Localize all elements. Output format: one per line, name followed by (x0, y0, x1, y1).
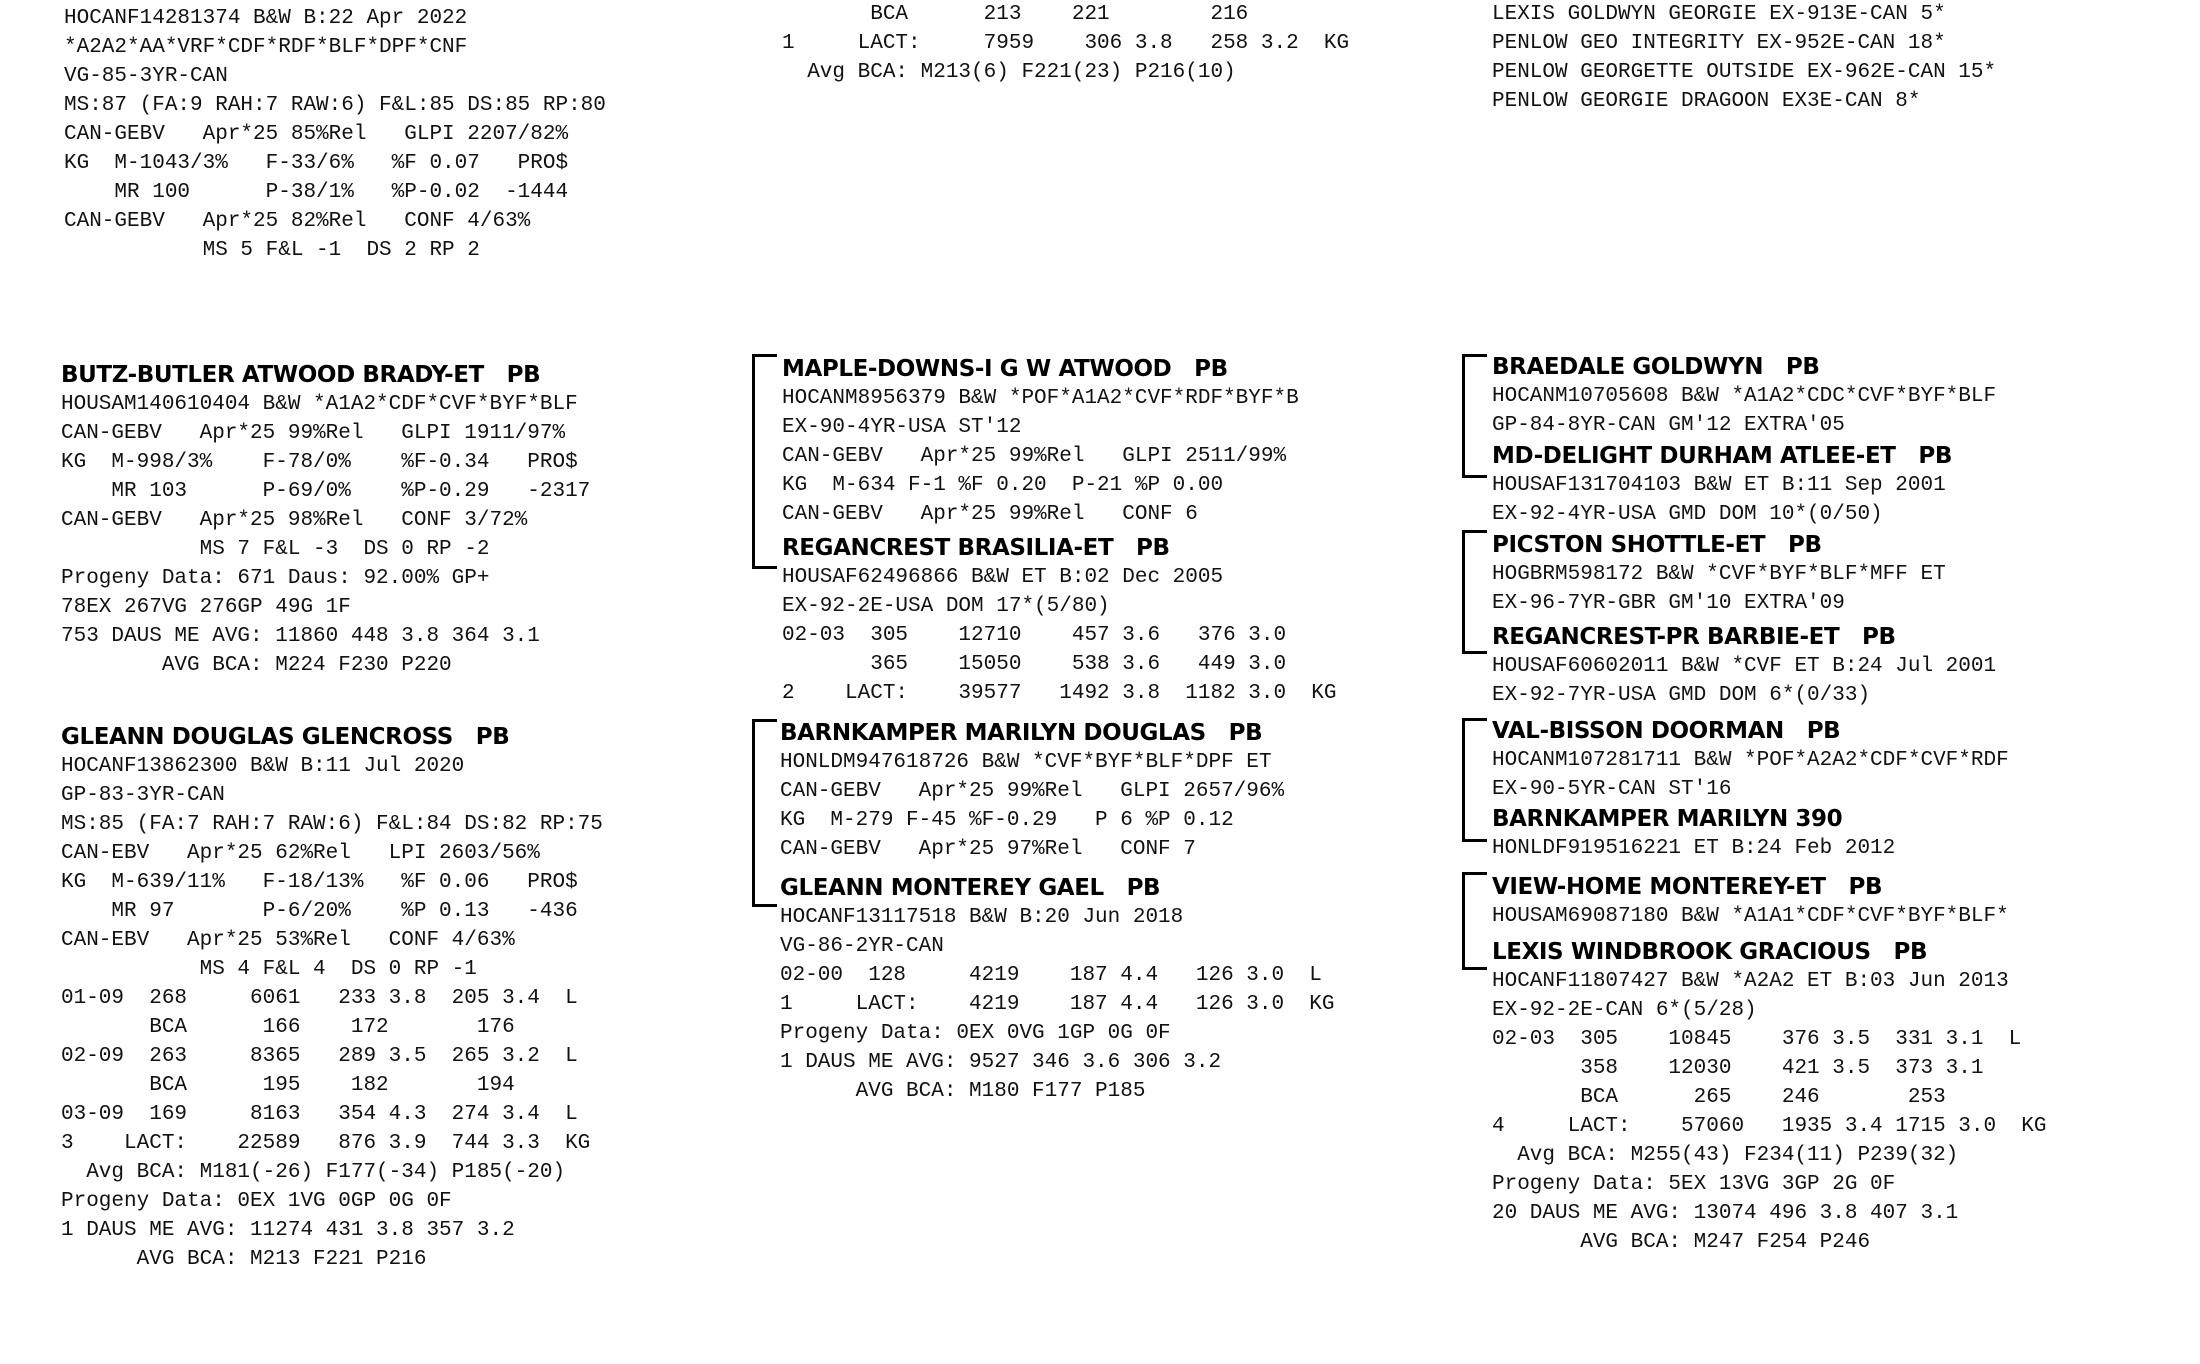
sds-block (1492, 530, 1946, 618)
animal-name: GLEANN DOUGLAS GLENCROSS PB (61, 724, 510, 750)
animal-name: REGANCREST-PR BARBIE-ET PB (1492, 624, 1896, 650)
ddd-block (1492, 937, 2047, 1257)
dss-block (1492, 716, 2009, 804)
text-line: HOUSAF131704103 B&W ET B:11 Sep 2001 (1492, 474, 1946, 497)
text-line: 03-09 169 8163 354 4.3 274 3.4 L (61, 1103, 578, 1126)
bracket-ds-parents (1462, 718, 1487, 842)
text-line: CAN-GEBV Apr*25 99%Rel GLPI 2657/96% (780, 780, 1285, 803)
bracket-ss-parents (1462, 354, 1487, 478)
text-line: CAN-GEBV Apr*25 85%Rel GLPI 2207/82% (64, 123, 569, 146)
sss-block (1492, 352, 1996, 440)
text-line: KG M-634 F-1 %F 0.20 P-21 %P 0.00 (782, 474, 1224, 497)
ds-block (780, 718, 1284, 864)
text-line: 02-00 128 4219 187 4.4 126 3.0 L (780, 964, 1322, 987)
text-line: PENLOW GEORGIE DRAGOON EX3E-CAN 8* (1492, 90, 1921, 113)
text-line: HOCANF14281374 B&W B:22 Apr 2022 (64, 7, 468, 30)
text-line: Avg BCA: M255(43) F234(11) P239(32) (1492, 1144, 1959, 1167)
ssd-block (1492, 441, 1952, 529)
text-line: KG M-1043/3% F-33/6% %F 0.07 PRO$ (64, 152, 569, 175)
text-line: 02-09 263 8365 289 3.5 265 3.2 L (61, 1045, 578, 1068)
animal-name: REGANCREST BRASILIA-ET PB (782, 535, 1170, 561)
text-line: HOCANM8956379 B&W *POF*A1A2*CVF*RDF*BYF*B (782, 387, 1299, 410)
text-line: Progeny Data: 0EX 0VG 1GP 0G 0F (780, 1022, 1171, 1045)
text-line: MR 97 P-6/20% %P 0.13 -436 (61, 900, 578, 923)
text-line: HOUSAF60602011 B&W *CVF ET B:24 Jul 2001 (1492, 655, 1997, 678)
text-line: CAN-GEBV Apr*25 99%Rel CONF 6 (782, 503, 1198, 526)
text-line: LEXIS GOLDWYN GEORGIE EX-913E-CAN 5* (1492, 3, 1946, 26)
text-line: 02-03 305 10845 376 3.5 331 3.1 L (1492, 1028, 2022, 1051)
text-line: Progeny Data: 0EX 1VG 0GP 0G 0F (61, 1190, 452, 1213)
animal-name: VIEW-HOME MONTEREY-ET PB (1492, 874, 1883, 900)
text-line: HONLDF919516221 ET B:24 Feb 2012 (1492, 837, 1896, 860)
text-line: CAN-GEBV Apr*25 82%Rel CONF 4/63% (64, 210, 531, 233)
text-line: VG-86-2YR-CAN (780, 935, 944, 958)
text-line: HOUSAM69087180 B&W *A1A1*CDF*CVF*BYF*BLF* (1492, 905, 2009, 928)
bracket-sire-parents (752, 354, 777, 569)
text-line: KG M-279 F-45 %F-0.29 P 6 %P 0.12 (780, 809, 1234, 832)
text-line: 1 DAUS ME AVG: 9527 346 3.6 306 3.2 (780, 1051, 1222, 1074)
animal-name: BARNKAMPER MARILYN DOUGLAS PB (780, 720, 1263, 746)
bracket-sd-parents (1462, 530, 1487, 654)
text-line: 358 12030 421 3.5 373 3.1 (1492, 1057, 1984, 1080)
animal-name: MAPLE-DOWNS-I G W ATWOOD PB (782, 356, 1228, 382)
text-line: CAN-GEBV Apr*25 99%Rel GLPI 1911/97% (61, 422, 566, 445)
text-line: 20 DAUS ME AVG: 13074 496 3.8 407 3.1 (1492, 1202, 1959, 1225)
text-line: HOUSAM140610404 B&W *A1A2*CDF*CVF*BYF*BLF (61, 393, 578, 416)
bracket-dd-parents (1462, 872, 1487, 970)
text-line: EX-96-7YR-GBR GM'10 EXTRA'09 (1492, 592, 1845, 615)
ss-block (782, 354, 1299, 529)
text-line: HOCANM10705608 B&W *A1A2*CDC*CVF*BYF*BLF (1492, 385, 1997, 408)
text-line: HOCANF11807427 B&W *A2A2 ET B:03 Jun 2013 (1492, 970, 2009, 993)
text-line: VG-85-3YR-CAN (64, 65, 228, 88)
text-line: 4 LACT: 57060 1935 3.4 1715 3.0 KG (1492, 1115, 2047, 1138)
text-line: CAN-EBV Apr*25 62%Rel LPI 2603/56% (61, 842, 540, 865)
text-line: AVG BCA: M247 F254 P246 (1492, 1231, 1871, 1254)
text-line: PENLOW GEO INTEGRITY EX-952E-CAN 18* (1492, 32, 1946, 55)
text-line: BCA 195 182 194 (61, 1074, 515, 1097)
animal-name: LEXIS WINDBROOK GRACIOUS PB (1492, 939, 1928, 965)
text-line: Progeny Data: 5EX 13VG 3GP 2G 0F (1492, 1173, 1896, 1196)
text-line: 78EX 267VG 276GP 49G 1F (61, 596, 351, 619)
text-line: 753 DAUS ME AVG: 11860 448 3.8 364 3.1 (61, 625, 540, 648)
text-line: HOUSAF62496866 B&W ET B:02 Dec 2005 (782, 566, 1224, 589)
dam-block (61, 722, 603, 1274)
text-line: MS:85 (FA:7 RAH:7 RAW:6) F&L:84 DS:82 RP:75 (61, 813, 603, 836)
text-line: AVG BCA: M224 F230 P220 (61, 654, 452, 677)
text-line: MR 103 P-69/0% %P-0.29 -2317 (61, 480, 591, 503)
text-line: 1 LACT: 4219 187 4.4 126 3.0 KG (780, 993, 1335, 1016)
dd-block (780, 873, 1335, 1106)
top-right-block (1492, 0, 1996, 116)
text-line: PENLOW GEORGETTE OUTSIDE EX-962E-CAN 15* (1492, 61, 1997, 84)
text-line: GP-83-3YR-CAN (61, 784, 225, 807)
sdd-block (1492, 622, 1996, 710)
text-line: HOCANM107281711 B&W *POF*A2A2*CDF*CVF*RDF (1492, 749, 2009, 772)
text-line: AVG BCA: M180 F177 P185 (780, 1080, 1146, 1103)
text-line: HONLDM947618726 B&W *CVF*BYF*BLF*DPF ET (780, 751, 1272, 774)
top-left-block (64, 4, 606, 265)
text-line: KG M-998/3% F-78/0% %F-0.34 PRO$ (61, 451, 578, 474)
text-line: BCA 265 246 253 (1492, 1086, 1946, 1109)
text-line: 365 15050 538 3.6 449 3.0 (782, 653, 1287, 676)
text-line: Avg BCA: M181(-26) F177(-34) P185(-20) (61, 1161, 566, 1184)
animal-name: BUTZ-BUTLER ATWOOD BRADY-ET PB (61, 362, 541, 388)
animal-name: BARNKAMPER MARILYN 390 (1492, 806, 1843, 832)
text-line: HOGBRM598172 B&W *CVF*BYF*BLF*MFF ET (1492, 563, 1946, 586)
text-line: MS 7 F&L -3 DS 0 RP -2 (61, 538, 490, 561)
text-line: 1 DAUS ME AVG: 11274 431 3.8 357 3.2 (61, 1219, 515, 1242)
text-line: EX-90-4YR-USA ST'12 (782, 416, 1022, 439)
text-line: CAN-GEBV Apr*25 99%Rel GLPI 2511/99% (782, 445, 1287, 468)
text-line: BCA 166 172 176 (61, 1016, 515, 1039)
top-mid-block (782, 0, 1349, 87)
text-line: 2 LACT: 39577 1492 3.8 1182 3.0 KG (782, 682, 1337, 705)
text-line: CAN-GEBV Apr*25 97%Rel CONF 7 (780, 838, 1196, 861)
text-line: Avg BCA: M213(6) F221(23) P216(10) (782, 61, 1236, 84)
text-line: MS:87 (FA:9 RAH:7 RAW:6) F&L:85 DS:85 RP:80 (64, 94, 606, 117)
text-line: *A2A2*AA*VRF*CDF*RDF*BLF*DPF*CNF (64, 36, 468, 59)
text-line: EX-92-2E-CAN 6*(5/28) (1492, 999, 1757, 1022)
text-line: AVG BCA: M213 F221 P216 (61, 1248, 427, 1271)
text-line: CAN-GEBV Apr*25 98%Rel CONF 3/72% (61, 509, 528, 532)
sd-block (782, 533, 1337, 708)
text-line: Progeny Data: 671 Daus: 92.00% GP+ (61, 567, 490, 590)
animal-name: VAL-BISSON DOORMAN PB (1492, 718, 1841, 744)
text-line: CAN-EBV Apr*25 53%Rel CONF 4/63% (61, 929, 515, 952)
text-line: 3 LACT: 22589 876 3.9 744 3.3 KG (61, 1132, 591, 1155)
bracket-dam-parents (752, 719, 777, 907)
text-line: 02-03 305 12710 457 3.6 376 3.0 (782, 624, 1287, 647)
text-line: BCA 213 221 216 (782, 3, 1249, 26)
sire-block (61, 360, 590, 680)
animal-name: MD-DELIGHT DURHAM ATLEE-ET PB (1492, 443, 1952, 469)
text-line: EX-90-5YR-CAN ST'16 (1492, 778, 1732, 801)
text-line: MS 4 F&L 4 DS 0 RP -1 (61, 958, 477, 981)
text-line: MR 100 P-38/1% %P-0.02 -1444 (64, 181, 569, 204)
text-line: HOCANF13862300 B&W B:11 Jul 2020 (61, 755, 465, 778)
text-line: GP-84-8YR-CAN GM'12 EXTRA'05 (1492, 414, 1845, 437)
animal-name: GLEANN MONTEREY GAEL PB (780, 875, 1161, 901)
animal-name: PICSTON SHOTTLE-ET PB (1492, 532, 1822, 558)
text-line: EX-92-7YR-USA GMD DOM 6*(0/33) (1492, 684, 1871, 707)
text-line: 1 LACT: 7959 306 3.8 258 3.2 KG (782, 32, 1350, 55)
text-line: EX-92-4YR-USA GMD DOM 10*(0/50) (1492, 503, 1883, 526)
dsd-block (1492, 804, 1895, 863)
text-line: HOCANF13117518 B&W B:20 Jun 2018 (780, 906, 1184, 929)
text-line: MS 5 F&L -1 DS 2 RP 2 (64, 239, 480, 262)
text-line: EX-92-2E-USA DOM 17*(5/80) (782, 595, 1110, 618)
text-line: 01-09 268 6061 233 3.8 205 3.4 L (61, 987, 578, 1010)
animal-name: BRAEDALE GOLDWYN PB (1492, 354, 1820, 380)
text-line: KG M-639/11% F-18/13% %F 0.06 PRO$ (61, 871, 578, 894)
dds-block (1492, 872, 2009, 931)
